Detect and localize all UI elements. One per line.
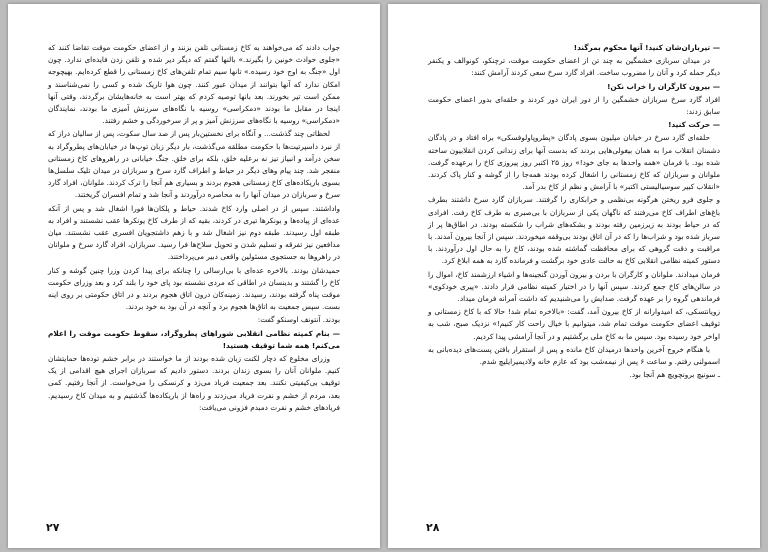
paragraph: با هنگام خروج آخرین واحدها درمیدان کاخ مانده و پس از استقرار بافتن پست‌های دیده‌بانی به اسمولنی رفتم. و ساعت ۶ پس از نیمه‌شب بود که عازم خانه ولادیمیرایلیچ شدم. bbox=[428, 344, 720, 367]
right-page bbox=[388, 4, 760, 548]
paragraph: جواب دادند که می‌خواهند به کاخ زمستانی تلفن بزنند و از اعضای حکومت موقت تقاضا کنند که «جلوی حوادث خونین را بگیرند.» بالنها گفتم که دیگر دیر شده و تلفن زدن فایده‌ای ندارد. چون اول «جنگ به اوج خود رسیده.» تانها سیم تمام تلفن‌های کاخ زمستانی را قطع کرده‌ایم. بهیچوجه امکان ندارد که آنها بتوانند از میدان عبور کنند. چون هوا تاریک شده و کسی را نمی‌شناسند و ممکن است تیر بخورند. بعد بانها توصیه کردم که بهتر است به خانه‌هایشان برگردند، وقتی آنها اینجا در مقابل ما بودند «دمکراسی» روسیه با نگاه‌های سرزنش آمیزی ما بودند، نمایندگان «دمکراسی» روسیه با نگاه‌های سرزنش آمیز و پر از سرخوردگی و خشم رفتند. bbox=[48, 43, 340, 126]
paragraph: و جلوی فرو ریختن هرگونه بی‌نظمی و خرابکاری را گرفتند. سربازان گارد سرخ داشتند بطرف باغ‌های اطراف کاخ می‌رفتند که ناگهان یکی از سربازان با بی‌صبری به طرف کاخ رفت. افرادی که در حیاط بودند به زیرزمین رفته بودند و بشکه‌های شراب را شکسته بودند. در اطاق‌ها پر از سرباز شده بود و شراب‌ها را که در آن اتاق بودند بی‌وقفه میخوردند. سپس از آنجا بیرون آمدند. با مراقبت و دقت گروهی که برای محافظت گماشته شده بودند، کاخ را به حال اول درآوردند. با دستور کمیته نظامی انقلابی کاخ به حالت عادی خود برگشت و فرمانده گارد به همه ابلاغ کرد. bbox=[428, 195, 720, 266]
paragraph: واداشتند. سپس از در اصلی وارد کاخ شدند. حیاط و پلکان‌ها فورا اشغال شد و پس از آنکه عده‌ای از پیاده‌ها و بونکرها تیری در کردند، بقیه که از طرف کاخ یونکرها عقب نشستند و افراد به طبقه اول رسیدند. طبقه دوم نیز اشغال شد و با زهم داشتجویان افسری عقب نشستند. میان مدافعین نیز تفرقه و تسلیم شدن و تحویل سلاح‌ها فرا رسید. سربازان، افراد گارد سرخ و ملوانان در راهروها به جستجوی مسئولین واقعی دبیر می‌پرداختند. bbox=[48, 203, 340, 262]
paragraph: فرمان میدادند. ملوانان و کارگران با بردن و بیرون آوردن گنجینه‌ها و اشیاء ارزشمند کاخ، اموال را در سالن‌های کاخ جمع کردند. سپس آنها را در اختیار کمیته نظامی قرار دادند. «پیری خودکوی» فرماندهی گروه را بر عهده گرفت. صدایش را می‌شنیدیم که داشت آمرانه فرمان میداد. bbox=[428, 269, 720, 304]
paragraph: وزرای مخلوع که دچار لکنت زبان شده بودند از ما خواستند در برابر خشم توده‌ها حمایتشان کنیم. ملوانان آنان را بسوی زندان بردند. دستور دادیم که سربازان اجرای هیچ اقدامی از یک توقیف بی‌کیفیتی نکنند. بعد جمعیت فریاد می‌زد و کرنسکی را می‌خواست. از آنجا رفتیم. کمی بعد، مردم از خشم و نفرت فریاد می‌زدند و راه‌ها از باریکاده‌ها گذشتیم و به میدان کاخ رسیدیم. فریادهای خشم و نفرت دمبدم فزونی می‌یافت: bbox=[48, 354, 340, 412]
paragraph: در میدان سربازی خشمگین به چند تن از اعضای حکومت موقت، ترچنکو، کونوالف و یکنفر دیگر حمله کرد و آنان را مضروب ساخت. افراد گارد سرخ سعی کردند آرامش کنند: bbox=[428, 56, 720, 78]
paragraph: بودند. آنتونف اوسنکو گفت: bbox=[257, 315, 340, 325]
paragraph: افراد گارد سرخ سربازان خشمگین را از دور ایران دور کردند و حلقه‌ای بدور اعضای حکومت سابق زدند: bbox=[428, 94, 720, 117]
quote-paragraph: — بنام کمیته نظامی انقلابی شوراهای پطروگراد، سقوط حکومت موقت را اعلام می‌کنم! همه شما توقیف هستید! bbox=[48, 328, 340, 350]
paragraph: لحظاتی چند گذشت... و آنگاه برای نخستین‌بار پس از صد سال سکوت، پس از سالیان دراز که از نبرد داسپرتیت‌ها با حکومت مطلقه می‌گذشت، بار دیگر زبان توپ‌ها در خیابان‌های پطروگراد به سخن درآمد و انبیاز نیز نه برعلیه خلق، بلکه برای خلق. جنگ خیابانی در راهروهای کاخ زمستانی منفجر شد. چند پیام وهای دیگر در حیاط و اطراف گارد سرخ و سربازان در میدان تلیک سلسل‌ها بسوی باریکاده‌های کاخ زمستانی هجوم بردند و بسیاری هم آنجا را ترک کردند. ملوانان، افراد گارد سرخ و سربازان در میدان آنها را به محاصره درآوردند و آنجا شد و تمام افسران گریختند. bbox=[48, 129, 340, 200]
quote-paragraph: — بیرون کارگران را خراب نکن! bbox=[607, 81, 720, 91]
quote-paragraph: — تیرباران‌شان کنید! آنها محکوم بمرگند! bbox=[573, 43, 720, 52]
paragraph: زویانتسکی، که امیدوارانه از کاخ بیرون آمد، گفت: «بالاخره تمام شد! حالا که با کاخ زمستانی و توقیف اعضای حکومت موقت تمام شد، میتوانیم با خیال راحت کار کنیم!» نزدیک صبح، شب به اواخر خود رسیده بود. سپس ما به کاخ ملی برگشتیم و در آنجا آرامشی پیدا کردیم. bbox=[428, 307, 720, 341]
page-number: ۲۷ bbox=[46, 521, 60, 534]
paragraph: حمیدشان بودند. بالاخره عده‌ای با بی‌ارسالی را چنانکه برای پیدا کردن وزرا چنین گوشه و کنار کاخ را گشتند و بدینسان در اطاقی که مردی نشسته بود پای خود را بلند کرد و بعد وزرای حکومت موقت پناه گرفته بودند، رسیدند. زمینه‌کان درون اتاق هجوم بردند و در اتاق حکومتی بر روی اینه بست. سپس جمعیت به اتاق‌ها هجوم برد و آنچه در آن بود به خود بردند. bbox=[48, 265, 340, 312]
paragraph: حلقه‌ای گارد سرخ در خیابان میلیون بسوی پادگان «پطروپاولوفسکی» براه افتاد و در پادگان دشمنان انقلاب مرا به همان بیغولی‌هایی بردند که بدست آنها برای زندانی کردن انقلابیون ساخته شده بود. با فرمان «همه واحدها به جای خود!» روز ۲۵ اکتبر روز پیروزی کاخ را برعهده گرفت. ملوانان و سربازان که کاخ زمستانی را اشغال کرده بودند همه‌جا را از گوشه و کنار پاک کردند. «انقلاب کبیر سوسیالیستی اکتبر» با آرامش و نظم از کاخ بدر آمد. bbox=[428, 133, 720, 192]
quote-paragraph: — حرکت کنید! bbox=[668, 120, 720, 130]
paragraph: ـ سونیچ برونچویچ هم آنجا بود. bbox=[629, 370, 720, 380]
page-number: ۲۸ bbox=[426, 521, 440, 534]
left-page bbox=[8, 4, 380, 548]
